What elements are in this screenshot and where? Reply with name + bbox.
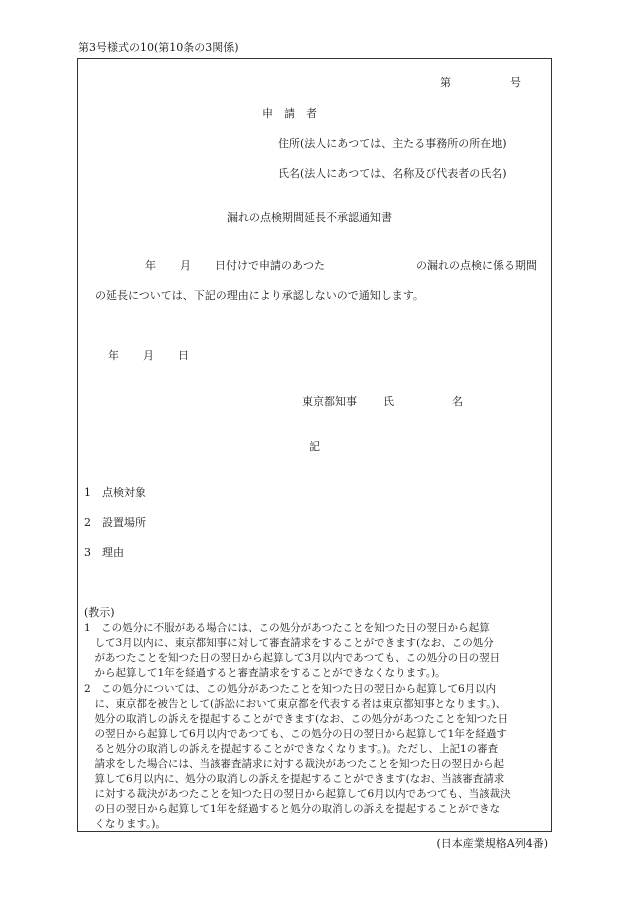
issuer-shi: 氏 <box>383 395 394 408</box>
document-title: 漏れの点検期間延長不承認通知書 <box>227 211 392 224</box>
notice-line: ると処分の取消しの訴えを提起することができなくなります。)。ただし、上記1の審査 <box>84 743 499 755</box>
issuer-mei: 名 <box>452 395 463 408</box>
notice-line: 1 この処分に不服がある場合には、この処分があつたことを知つた日の翌日から起算 <box>84 622 490 634</box>
notice-line: 2 この処分については、この処分があつたことを知つた日の翌日から起算して6月以内 <box>84 683 497 695</box>
date-day: 日 <box>178 349 189 362</box>
notice-line: の翌日から起算して6月以内であつても、この処分の日の翌日から起算して1年を経過す <box>84 728 507 740</box>
notice-line: から起算して1年を経過すると審査請求をすることができなくなります。)。 <box>84 667 446 679</box>
ki-heading: 記 <box>309 440 320 453</box>
date-month: 月 <box>143 349 154 362</box>
body-year: 年 <box>145 259 156 272</box>
name-label: 氏名(法人にあつては、名称及び代表者の氏名) <box>278 167 507 180</box>
item-inspection-target: 1 点検対象 <box>84 486 146 499</box>
form-code: 第3号様式の10(第10条の3関係) <box>78 41 239 54</box>
notice-line: 算して6月以内に、処分の取消しの訴えを提起することができます(なお、当該審査請求 <box>84 773 505 785</box>
body-date-phrase: 日付けで申請のあつた <box>215 259 325 272</box>
body-tail: の漏れの点検に係る期間 <box>416 259 537 272</box>
notice-line: して3月以内に、東京都知事に対して審査請求をすることができます(なお、この処分 <box>84 637 494 649</box>
applicant-label: 申 請 者 <box>262 107 317 120</box>
notice-heading: (教示) <box>84 606 115 619</box>
body-month: 月 <box>180 259 191 272</box>
paper-size-note: (日本産業規格A列4番) <box>436 837 548 850</box>
date-year: 年 <box>108 349 119 362</box>
notice-line: 処分の取消しの訴えを提起することができます(なお、この処分があつたことを知つた日 <box>84 713 509 725</box>
address-label: 住所(法人にあつては、主たる事務所の所在地) <box>278 137 507 150</box>
notice-line: くなります。)。 <box>84 818 167 830</box>
notice-line: に対する裁決があつたことを知つた日の翌日から起算して6月以内であつても、当該裁決 <box>84 788 511 800</box>
item-reason: 3 理由 <box>84 546 124 559</box>
notice-line: があつたことを知つた日の翌日から起算して3月以内であつても、この処分の日の翌日 <box>84 652 501 664</box>
issuer-title: 東京都知事 <box>302 395 357 408</box>
notice-line: の日の翌日から起算して1年を経過すると処分の取消しの訴えを提起することができな <box>84 803 501 815</box>
notice-line: に、東京都を被告として(訴訟において東京都を代表する者は東京都知事となります。)、 <box>84 698 507 710</box>
item-location: 2 設置場所 <box>84 516 146 529</box>
notice-line: 請求をした場合には、当該審査請求に対する裁決があつたことを知つた日の翌日から起 <box>84 758 504 770</box>
number-dai: 第 <box>440 76 451 89</box>
body-line-2: の延長については、下記の理由により承認しないので通知します。 <box>95 289 424 302</box>
number-go: 号 <box>510 76 521 89</box>
